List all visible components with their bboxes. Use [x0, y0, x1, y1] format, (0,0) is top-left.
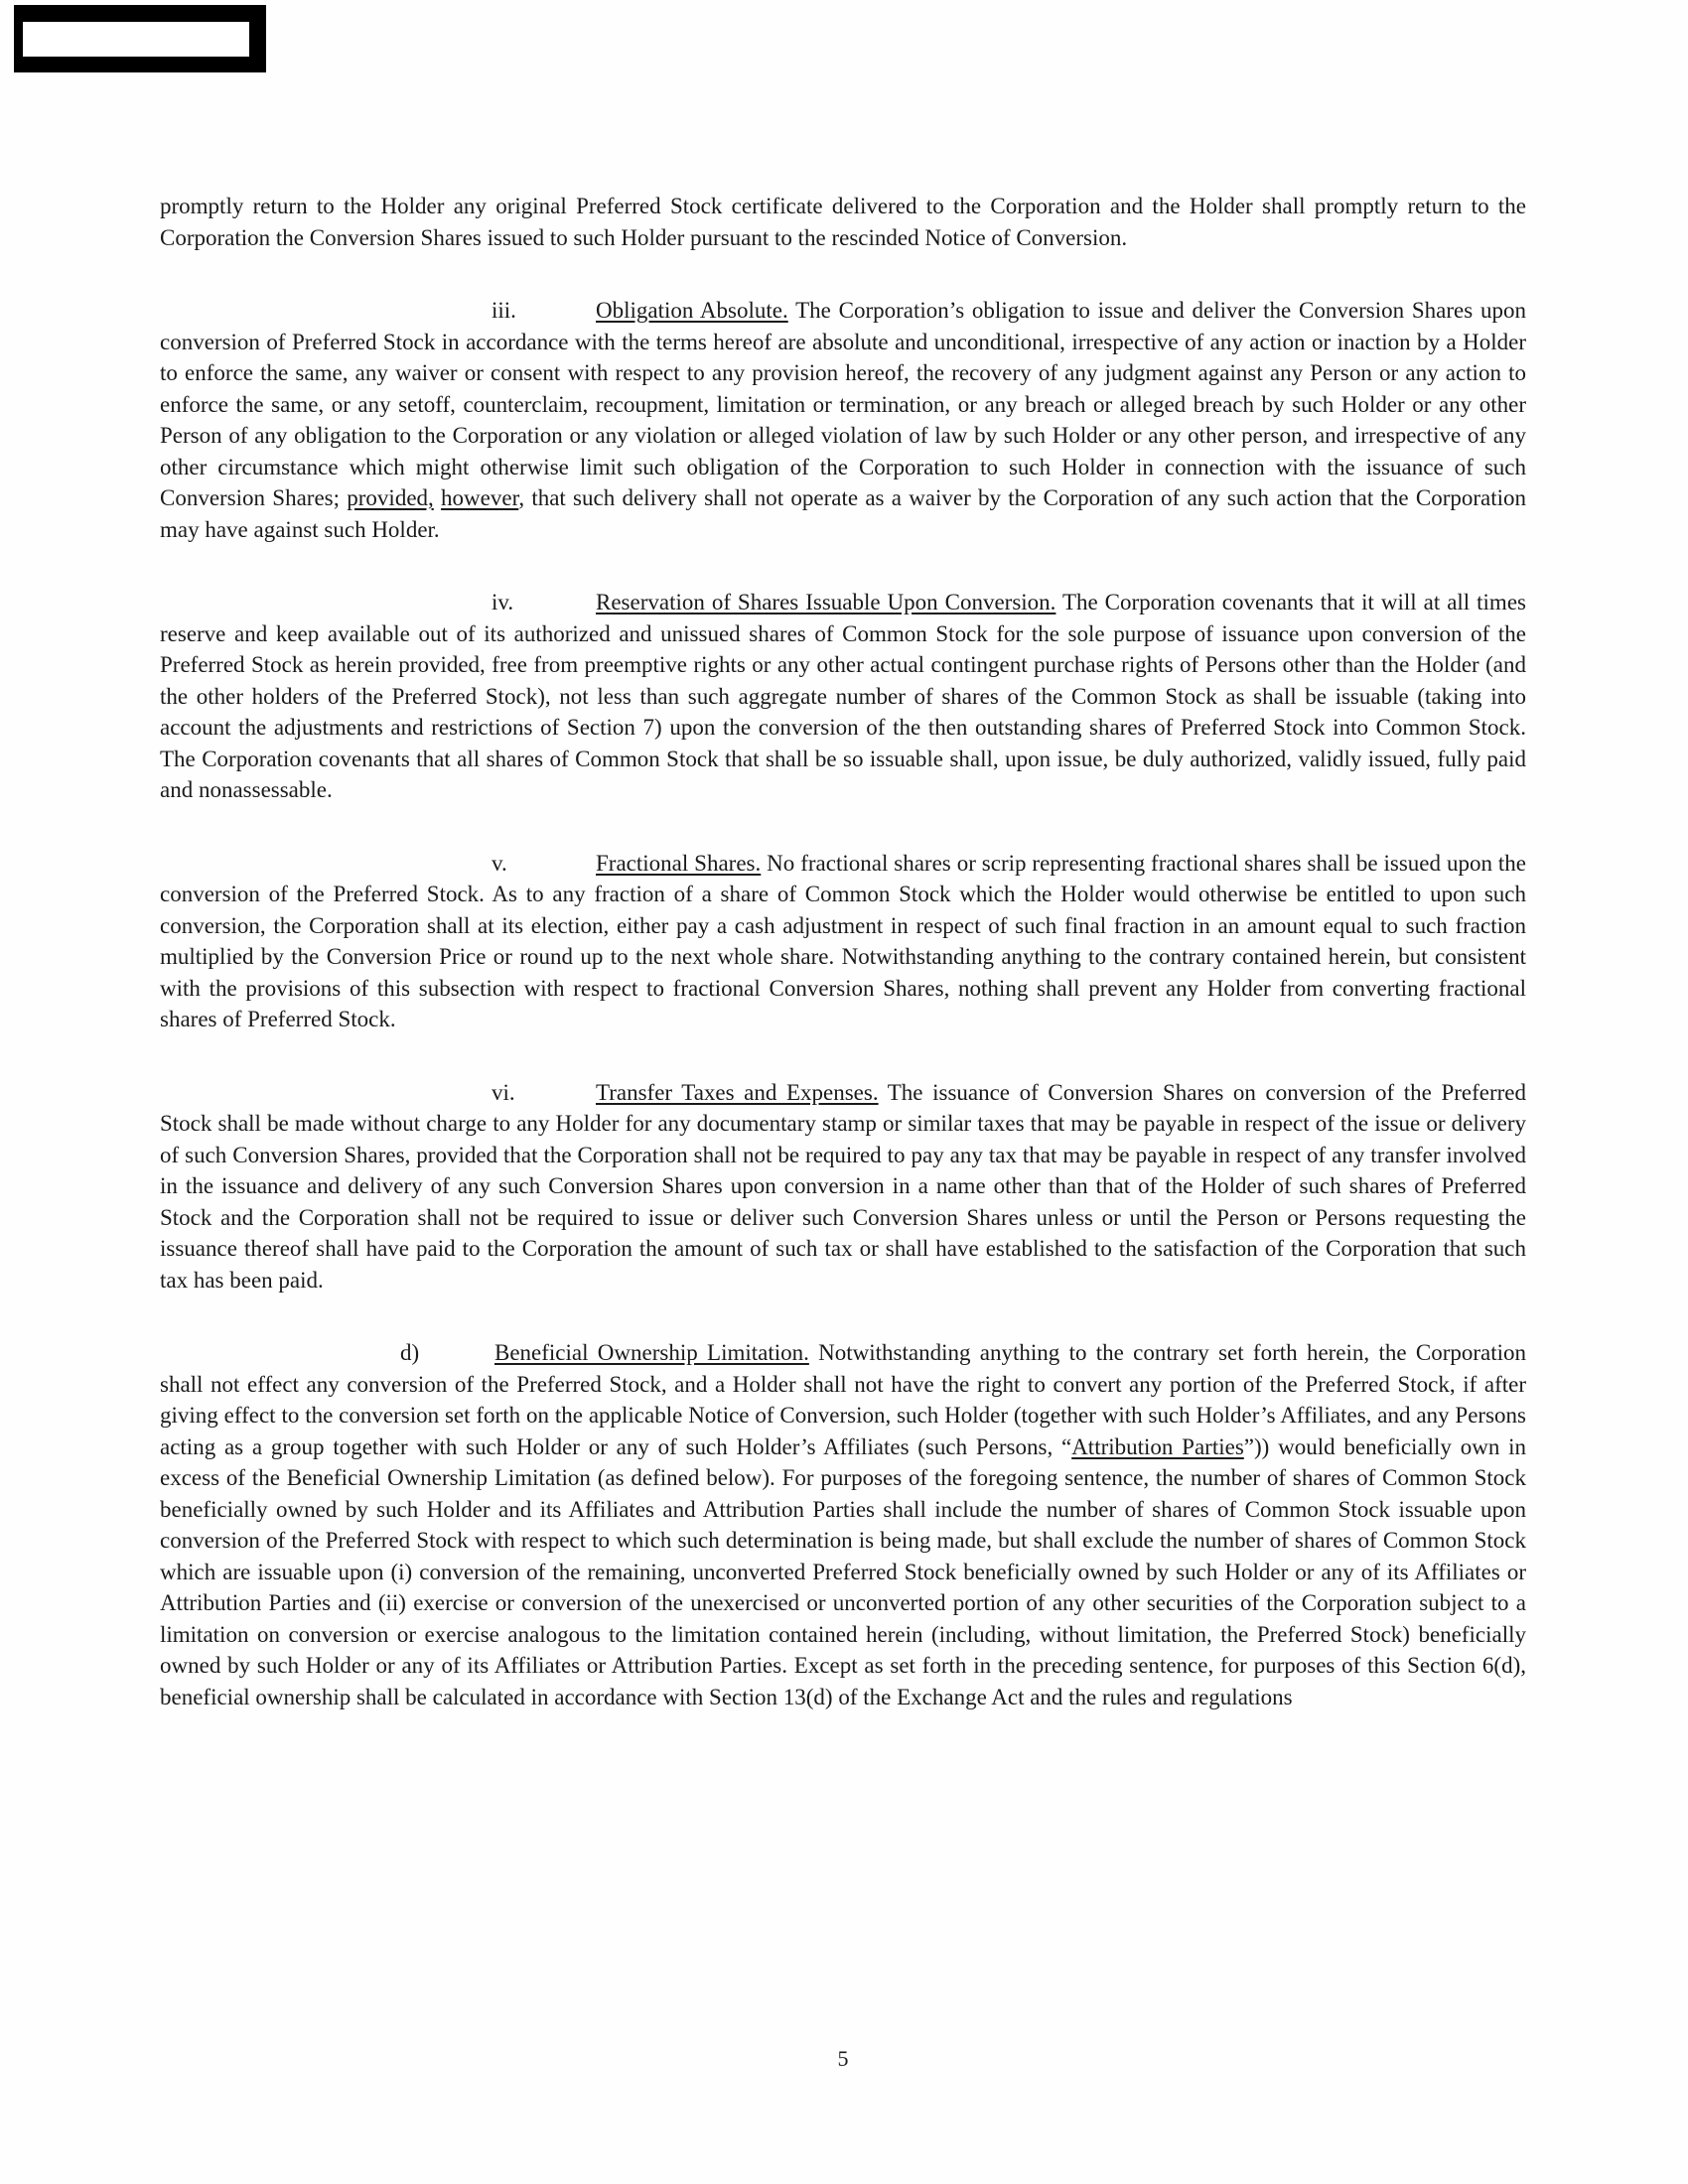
paragraph-marker: iv. [492, 590, 514, 614]
paragraph-marker: iii. [492, 298, 516, 323]
text-segment: The issuance of Conversion Shares on conversion of the Preferred Stock shall be made without charge to any Holder for any documentary stamp or similar taxes that may be payable in respect of the issue or delivery of such Conversion Shares, provided that the Corporation shall not be required to pay any tax that may be payable in respect of any transfer involved in the issuance and delivery of any such Conversion Shares upon conversion in a name other than that of the Holder of such shares of Preferred Stock and the Corporation shall not be required to issue or deliver such Conversion Shares unless or until the Person or Persons requesting the issuance thereof shall have paid to the Corporation the amount of such tax or shall have established to the satisfaction of the Corporation that such tax has been paid. [160, 1079, 1526, 1293]
document-body [160, 191, 1526, 1754]
paragraph-marker: d) [400, 1340, 420, 1365]
text-segment: Notwithstanding anything to the contrary set forth herein, the Corporation shall not effect any conversion of the Preferred Stock, and a Holder shall not have the right to convert any portion of the Preferred Stock, if after giving effect to the conversion set forth on the applicable Notice of Conversion, such Holder (together with such Holder’s Affiliates, and any Persons acting as a group together with such Holder or any of such Holder’s Affiliates (such Persons, “ [160, 1340, 1526, 1459]
underlined-text: provided, [347, 485, 434, 510]
paragraph [160, 587, 1526, 806]
text-segment: The Corporation’s obligation to issue and deliver the Conversion Shares upon conversion of Preferred Stock in accordance with the terms hereof are absolute and unconditional, irrespective of any action or inaction by a Holder to enforce the same, any waiver or consent with respect to any provision hereof, the recovery of any judgment against any Person or any action to enforce the same, or any setoff, counterclaim, recoupment, limitation or termination, or any breach or alleged breach by such Holder or any other Person of any obligation to the Corporation or any violation or alleged violation of law by such Holder or any other person, and irrespective of any other circumstance which might otherwise limit such obligation of the Corporation to such Holder in connection with the issuance of such Conversion Shares; [160, 298, 1526, 510]
paragraph [160, 848, 1526, 1035]
text-segment: The Corporation covenants that it will at all times reserve and keep available out of its authorized and unissued shares of Common Stock for the sole purpose of issuance upon conversion of the Preferred Stock as herein provided, free from preemptive rights or any other actual contingent purchase rights of Persons other than the Holder (and the other holders of the Preferred Stock), not less than such aggregate number of shares of the Common Stock as shall be issuable (taking into account the adjustments and restrictions of Section 7) upon the conversion of the then outstanding shares of Preferred Stock into Common Stock. The Corporation covenants that all shares of Common Stock that shall be so issuable shall, upon issue, be duly authorized, validly issued, fully paid and nonassessable. [160, 590, 1526, 802]
redaction-box-inner [23, 22, 249, 57]
page-number: 5 [837, 2046, 849, 2071]
text-segment: , that such delivery shall not operate as a waiver by the Corporation of any such action that the Corporation may have against such Holder. [160, 485, 1526, 542]
paragraph-marker: v. [492, 850, 507, 876]
underlined-text: Transfer Taxes and Expenses. [596, 1079, 879, 1105]
paragraph [160, 1077, 1526, 1297]
underlined-text: Reservation of Shares Issuable Upon Conversion. [596, 590, 1056, 614]
underlined-text: however [441, 485, 519, 510]
paragraph-marker: vi. [492, 1079, 515, 1105]
underlined-text: Obligation Absolute. [596, 298, 788, 323]
redaction-box [14, 5, 266, 72]
paragraph [160, 191, 1526, 253]
underlined-text: Beneficial Ownership Limitation. [494, 1340, 809, 1365]
paragraph [160, 1337, 1526, 1712]
underlined-text: Fractional Shares. [596, 850, 762, 876]
text-segment: promptly return to the Holder any original Preferred Stock certificate delivered to the Corporation and the Holder shall promptly return to the Corporation the Conversion Shares issued to such Holder pursuant to the rescinded Notice of Conversion. [160, 194, 1526, 250]
paragraph [160, 295, 1526, 545]
text-segment: ”)) would beneficially own in excess of the Beneficial Ownership Limitation (as defined below). For purposes of the foregoing sentence, the number of shares of Common Stock beneficially owned by such Holder and its Affiliates and Attribution Parties shall include the number of shares of Common Stock issuable upon conversion of the Preferred Stock with respect to which such determination is being made, but shall exclude the number of shares of Common Stock which are issuable upon (i) conversion of the remaining, unconverted Preferred Stock beneficially owned by such Holder or any of its Affiliates or Attribution Parties and (ii) exercise or conversion of the unexercised or unconverted portion of any other securities of the Corporation subject to a limitation on conversion or exercise analogous to the limitation contained herein (including, without limitation, the Preferred Stock) beneficially owned by such Holder or any of its Affiliates or Attribution Parties. Except as set forth in the preceding sentence, for purposes of this Section 6(d), beneficial ownership shall be calculated in accordance with Section 13(d) of the Exchange Act and the rules and regulations [160, 1433, 1526, 1709]
text-segment [434, 485, 441, 510]
page-footer [160, 2043, 1526, 2075]
underlined-text: Attribution Parties [1071, 1433, 1244, 1459]
text-segment: No fractional shares or scrip representing fractional shares shall be issued upon the conversion of the Preferred Stock. As to any fraction of a share of Common Stock which the Holder would otherwise be entitled to upon such conversion, the Corporation shall at its election, either pay a cash adjustment in respect of such final fraction in an amount equal to such fraction multiplied by the Conversion Price or round up to the next whole share. Notwithstanding anything to the contrary contained herein, but consistent with the provisions of this subsection with respect to fractional Conversion Shares, nothing shall prevent any Holder from converting fractional shares of Preferred Stock. [160, 850, 1526, 1031]
